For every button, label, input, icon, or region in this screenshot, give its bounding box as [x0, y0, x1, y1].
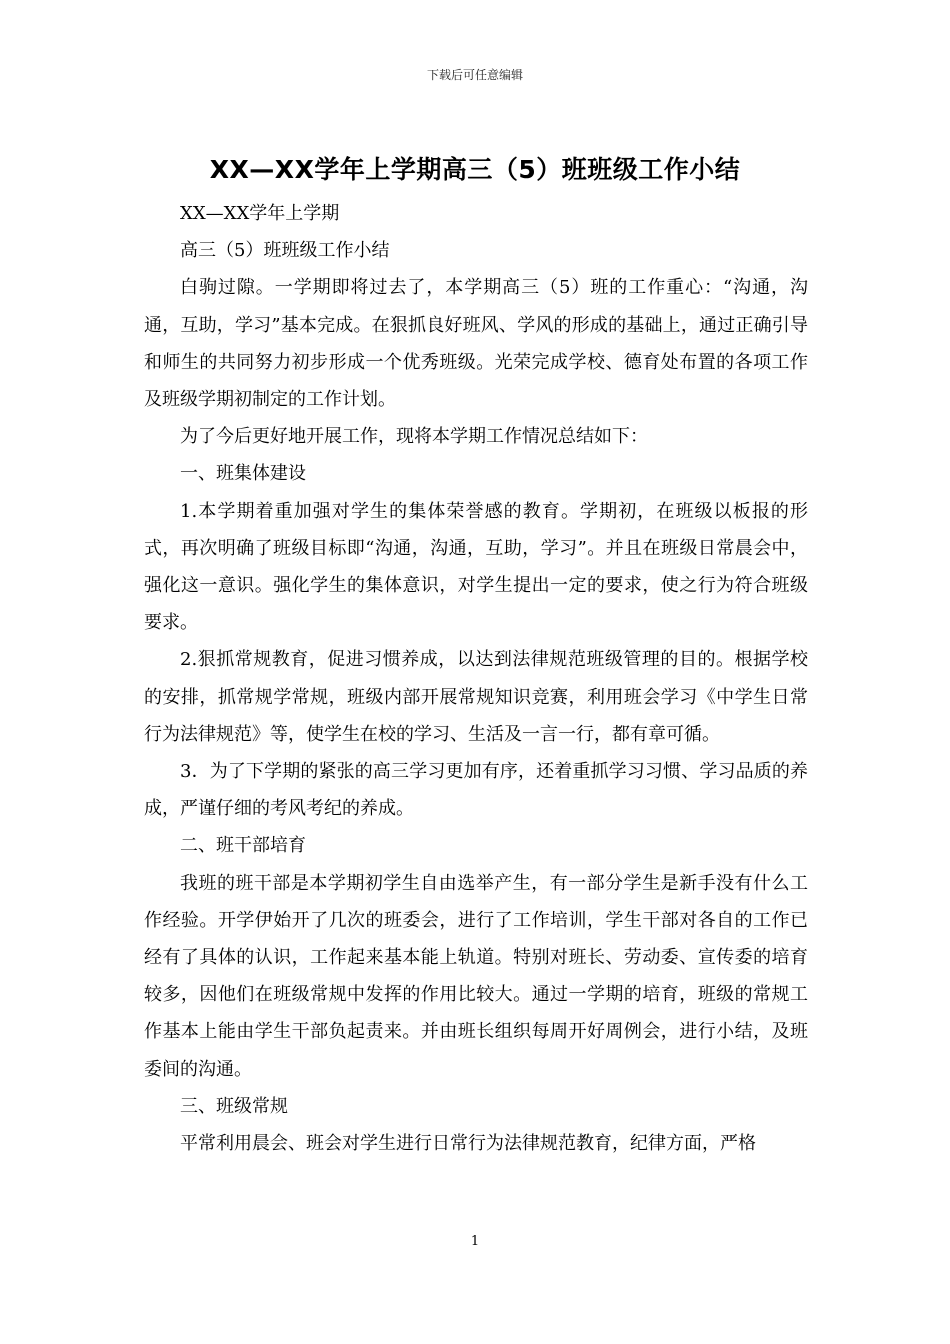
- paragraph: XX—XX学年上学期: [180, 203, 340, 224]
- paragraph: 为了今后更好地开展工作，现将本学期工作情况总结如下：: [180, 426, 648, 448]
- paragraph: 高三（5）班班级工作小结: [180, 240, 390, 262]
- section-heading: 一、班集体建设: [180, 463, 306, 485]
- document-title: XX—XX学年上学期高三（5）班班级工作小结: [209, 155, 741, 184]
- header-note: 下载后可任意编辑: [426, 68, 523, 82]
- section-heading: 二、班干部培育: [180, 835, 306, 857]
- paragraph: 平常利用晨会、班会对学生进行日常行为法律规范教育，纪律方面，严格: [180, 1133, 756, 1155]
- section-heading: 三、班级常规: [180, 1095, 288, 1117]
- paragraph: 2.狠抓常规教育，促进习惯养成，以达到法律规范班级管理的目的。根据学校的安排，抓常规学常规，班级内部开展常规知识竞赛，利用班会学习《中学生日常行为法律规范》等，使学生在校的学习、生活及一言一行，都有章可循。: [144, 649, 808, 745]
- document-body: [144, 195, 808, 1162]
- paragraph: 1.本学期着重加强对学生的集体荣誉感的教育。学期初，在班级以板报的形式，再次明确了班级目标即“沟通，沟通，互助，学习”。并且在班级日常晨会中，强化这一意识。强化学生的集体意识，对学生提出一定的要求，使之行为符合班级要求。: [144, 500, 808, 634]
- paragraph: 我班的班干部是本学期初学生自由选举产生，有一部分学生是新手没有什么工作经验。开学伊始开了几次的班委会，进行了工作培训，学生干部对各自的工作已经有了具体的认识，工作起来基本能上轨道。特别对班长、劳动委、宣传委的培育较多，因他们在班级常规中发挥的作用比较大。通过一学期的培育，班级的常规工作基本上能由学生干部负起责来。并由班长组织每周开好周例会，进行小结，及班委间的沟通。: [144, 872, 808, 1080]
- paragraph: 3．为了下学期的紧张的高三学习更加有序，还着重抓学习习惯、学习品质的养成，严谨仔细的考风考纪的养成。: [144, 761, 808, 820]
- paragraph: 白驹过隙。一学期即将过去了，本学期高三（5）班的工作重心：“沟通，沟通，互助，学习”基本完成。在狠抓良好班风、学风的形成的基础上，通过正确引导和师生的共同努力初步形成一个优秀班级。光荣完成学校、德育处布置的各项工作及班级学期初制定的工作计划。: [144, 277, 808, 411]
- page-number: 1: [470, 1234, 480, 1249]
